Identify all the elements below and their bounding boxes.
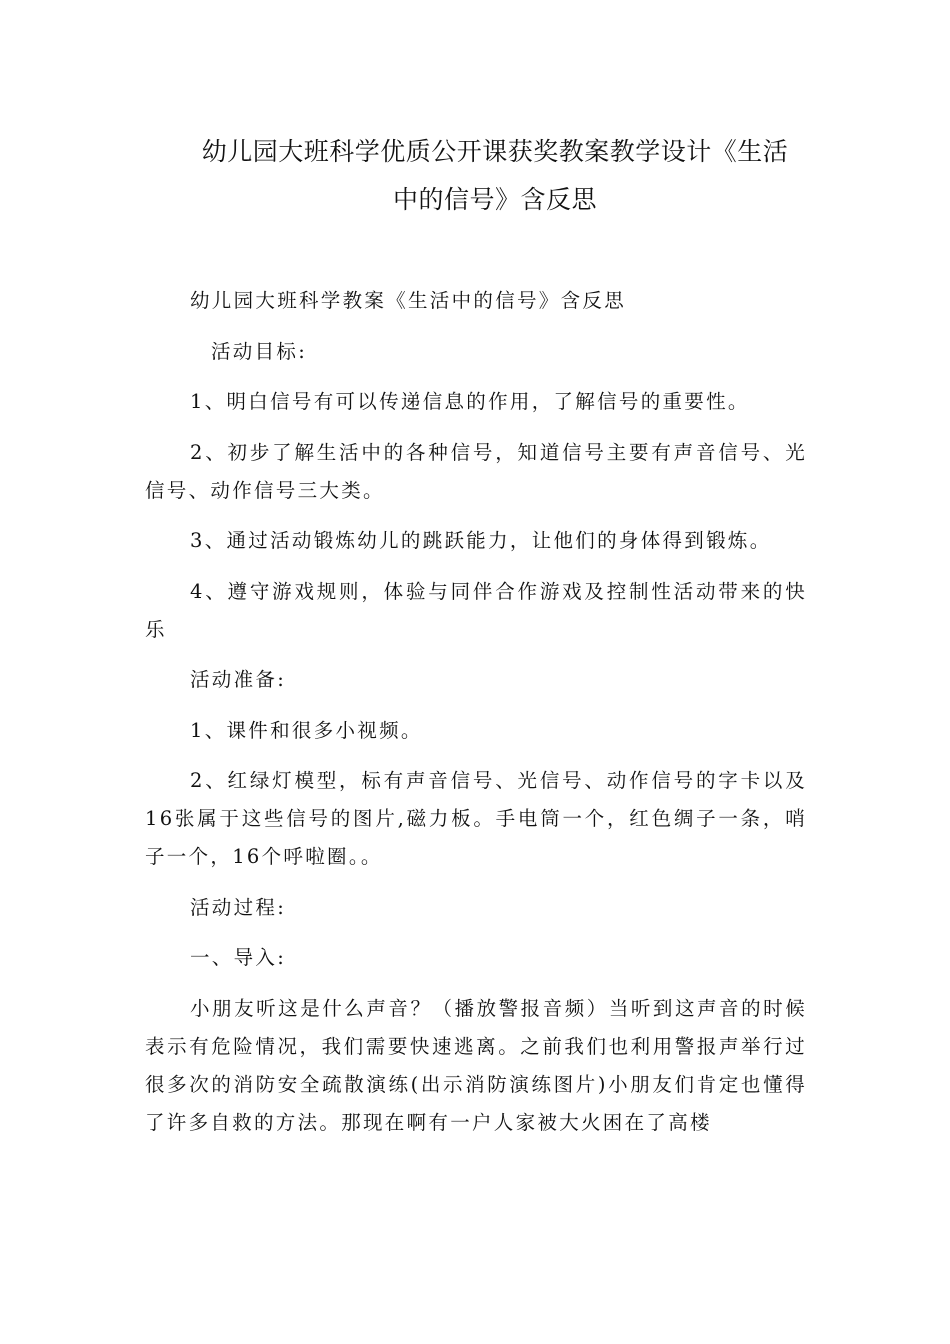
section-heading-goals: 活动目标: (211, 339, 308, 363)
section-heading-preparation: 活动准备: (190, 668, 287, 691)
section-heading-process: 活动过程: (190, 895, 287, 919)
document-title (145, 128, 845, 224)
title-line-1: 幼儿园大班科学优质公开课获奖教案教学设计《生活 (201, 137, 789, 166)
title-line-2: 中的信号》含反思 (392, 185, 597, 214)
process-intro-paragraph: 小朋友听这是什么声音？（播放警报音频）当听到这声音的时候表示有危险情况，我们需要快速逃离。之前我们也利用警报声举行过很多次的消防安全疏散演练(出示消防演练图片)小朋友们肯定也懂得了许多自救的方法。那现在啊有一户人家被大火困在了高楼 (145, 996, 807, 1134)
preparation-item-1: 1、课件和很多小视频。 (190, 718, 423, 742)
preparation-item-2: 2、红绿灯模型，标有声音信号、光信号、动作信号的字卡以及16张属于这些信号的图片,磁力板。手电筒一个，红色绸子一条，哨子一个，16个呼啦圈。。 (145, 769, 807, 868)
goal-item-3: 3、通过活动锻炼幼儿的跳跃能力，让他们的身体得到锻炼。 (190, 529, 772, 552)
lesson-subtitle: 幼儿园大班科学教案《生活中的信号》含反思 (190, 289, 627, 312)
goal-item-4: 4、遵守游戏规则，体验与同伴合作游戏及控制性活动带来的快乐 (145, 579, 807, 641)
goal-item-2: 2、初步了解生活中的各种信号，知道信号主要有声音信号、光信号、动作信号三大类。 (145, 440, 807, 502)
goal-item-1: 1、明白信号有可以传递信息的作用，了解信号的重要性。 (190, 390, 750, 413)
process-step-intro-heading: 一、导入: (190, 946, 287, 969)
document-body (145, 282, 807, 1154)
